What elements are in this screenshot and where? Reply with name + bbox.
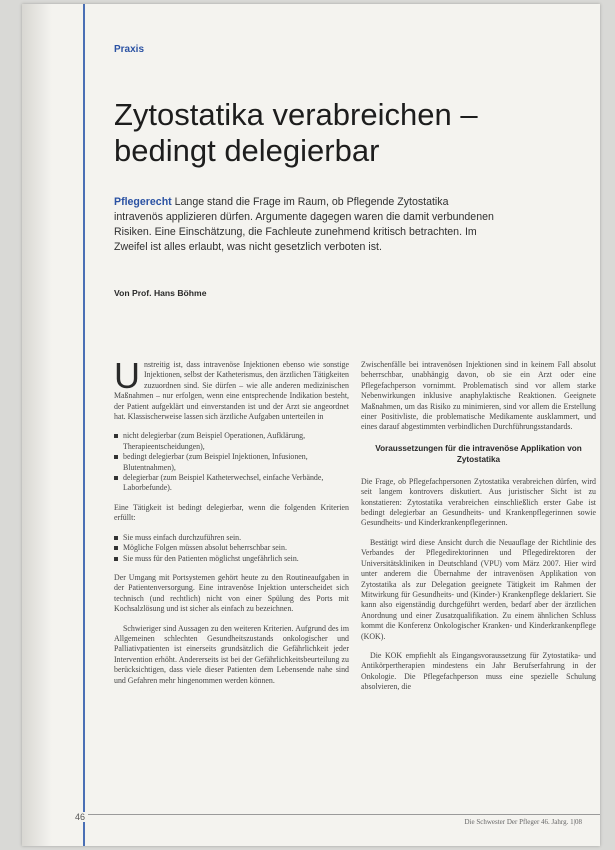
list-item: nicht delegierbar (zum Beispiel Operationen, Aufklärung, Therapieentscheidungen), [114, 431, 349, 452]
lead-keyword: Pflegerecht [114, 196, 172, 208]
paragraph: Unstreitig ist, dass intravenöse Injektionen ebenso wie sonstige Injektionen, selbst der Katheterismus, den ärztlichen Tätigkeiten zuzuordnen sind. Sie dürfen – wie alle anderen medizinischen Maßnahmen – nur erfolgen, wenn eine entsprechende Indikation besteht, der Patient aufgeklärt und einverstanden ist und der Arzt sie angeordnet hat. Klassischerweise lassen sich ärztliche Aufgaben unterteilen in [114, 355, 349, 422]
delegation-categories-list [114, 431, 349, 493]
drop-cap: U [114, 355, 140, 396]
list-item: delegierbar (zum Beispiel Katheterwechsel, einfache Verbände, Laborbefunde). [114, 473, 349, 494]
paragraph: Die KOK empfiehlt als Eingangsvoraussetzung für Zytostatika- und Antikörpertherapien mindestens ein Jahr Berufserfahrung in der Onkologie. Die Pflegefachperson muss eine spezielle Schulung absolvieren, die [361, 650, 596, 692]
left-column [114, 355, 349, 695]
paragraph: Die Frage, ob Pflegefachpersonen Zytostatika verabreichen dürfen, wird seit langem kontrovers diskutiert. Aus juristischer Sicht ist zu konstatieren: Zytostatika verabreichen einschließlich erster Gabe ist bedingt delegierbar an Gesundheits- und Krankenpflegerinnen sowie Gesundheits- und Kinderkrankenpflegerinnen. [361, 476, 596, 528]
criteria-list [114, 533, 349, 564]
paragraph: Der Umgang mit Portsystemen gehört heute zu den Routineaufgaben in der Patientenversorgung. Eine intravenöse Injektion unterscheidet sich technisch (und rechtlich) nicht von einer Spülung des Ports mit Kochsalzlösung und ist sicher als einfach zu bezeichnen. [114, 572, 349, 614]
list-item: Mögliche Folgen müssen absolut beherrschbar sein. [114, 543, 349, 553]
section-label: Praxis [114, 44, 145, 55]
paragraph: Schwieriger sind Aussagen zu den weiteren Kriterien. Aufgrund des im Allgemeinen schlechten Gesundheitszustands onkologischer und Palliativpatienten ist einerseits grundsätzlich die Gefährlichkeit jeder Intervention erhöht. Andererseits ist bei der Gefährlichkeitsbeurteilung zu berücksichtigen, dass viele dieser Patienten dem Lebensende nahe sind und Gefahren mehr hingenommen werden können. [114, 623, 349, 685]
paragraph: Bestätigt wird diese Ansicht durch die Neuauflage der Richtlinie des Verbandes der Pflegedirektorinnen und Pflegedirektoren der Universitätskliniken in Deutschland (VPU) vom März 2007. Hier wird unter anderem die Übernahme der intravenösen Applikation von Zytostatika als zur Delegation geeignete Tätigkeit im Rahmen der Mitwirkung für Gesundheits- und (Kinder-) Krankenpflege deklariert. Sie kann also eigenständig durchgeführt werden, bedarf aber der ärztlichen Anordnung und einer Zusatzqualifikation. Zu einem ähnlichen Schluss kommt die Konferenz Onkologischer Kranken- und Kinderkrankenpflege (KOK). [361, 537, 596, 641]
page-gutter-shadow [22, 4, 52, 846]
magazine-page [22, 4, 600, 846]
author-byline: Von Prof. Hans Böhme [114, 288, 207, 298]
list-item: Sie muss einfach durchzuführen sein. [114, 533, 349, 543]
footer-rule [84, 814, 600, 815]
article-title: Zytostatika verabreichen – bedingt delegierbar [114, 97, 478, 168]
paragraph: Zwischenfälle bei intravenösen Injektionen sind in keinem Fall absolut beherrschbar, unabhängig davon, ob sie ein Arzt oder eine Pflegefachperson vornimmt. Problematisch sind vor allem starke Nebenwirkungen inklusive anaphylaktische Reaktionen. Geeignete Maßnahmen, um das Risiko zu minimieren, sind vor allem die Erstellung einer Positivliste, die problematische Medikamente ausklammert, und eines darauf abgestimmten verbindlichen Durchführungsstandards. [361, 360, 596, 432]
margin-rule [83, 4, 85, 846]
lead-text: Lange stand die Frage im Raum, ob Pflegende Zytostatika intravenös applizieren dürfen. Argumente dagegen waren die damit verbundenen Risiken. Eine Einschätzung, die Fachleute zunehmend kritisch betrachten. Im Zweifel ist alles erlaubt, was nicht gesetzlich verboten ist. [114, 196, 494, 253]
list-item: bedingt delegierbar (zum Beispiel Injektionen, Infusionen, Blutentnahmen), [114, 452, 349, 473]
section-subheading: Voraussetzungen für die intravenöse Applikation von Zytostatika [375, 443, 582, 464]
paragraph: Eine Tätigkeit ist bedingt delegierbar, wenn die folgenden Kriterien erfüllt: [114, 502, 349, 523]
page-number: 46 [72, 812, 88, 822]
journal-footer: Die Schwester Der Pfleger 46. Jahrg. 1|08 [464, 818, 582, 826]
right-column [361, 360, 596, 702]
article-lead [114, 195, 494, 255]
list-item: Sie muss für den Patienten möglichst ungefährlich sein. [114, 554, 349, 564]
